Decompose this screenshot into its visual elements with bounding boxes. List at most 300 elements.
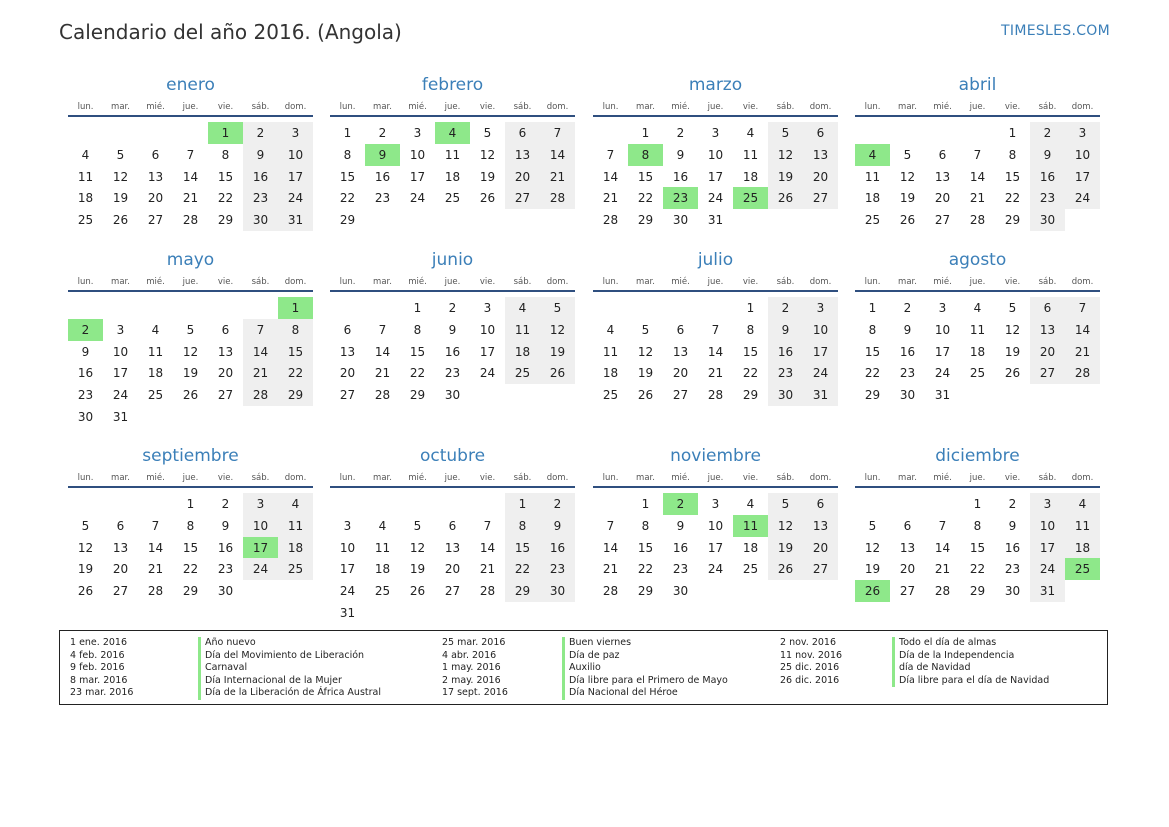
day-cell[interactable]: 28 xyxy=(147,584,164,599)
day-cell[interactable]: 27 xyxy=(1030,362,1065,384)
day-cell[interactable]: 4 xyxy=(151,322,160,337)
day-cell[interactable]: 21 xyxy=(934,562,951,577)
day-cell[interactable]: 2 xyxy=(448,301,457,315)
day-cell[interactable]: 6 xyxy=(938,147,947,162)
day-cell[interactable]: 9 xyxy=(676,518,685,533)
day-cell[interactable]: 11 xyxy=(505,319,540,341)
day-cell[interactable]: 21 xyxy=(182,191,199,206)
holiday-day-cell[interactable]: 11 xyxy=(733,515,768,537)
day-cell[interactable]: 28 xyxy=(707,388,724,403)
day-cell[interactable]: 9 xyxy=(1030,144,1065,166)
day-cell[interactable]: 15 xyxy=(339,169,356,184)
day-cell[interactable]: 2 xyxy=(540,493,575,515)
day-cell[interactable]: 9 xyxy=(243,144,278,166)
day-cell[interactable]: 8 xyxy=(505,515,540,537)
day-cell[interactable]: 1 xyxy=(746,301,755,315)
day-cell[interactable]: 1 xyxy=(343,126,352,140)
day-cell[interactable]: 15 xyxy=(278,341,313,363)
day-cell[interactable]: 28 xyxy=(1065,362,1100,384)
day-cell[interactable]: 27 xyxy=(934,213,951,228)
day-cell[interactable]: 27 xyxy=(899,584,916,599)
day-cell[interactable]: 17 xyxy=(339,562,356,577)
day-cell[interactable]: 8 xyxy=(868,322,877,337)
day-cell[interactable]: 18 xyxy=(602,366,619,381)
day-cell[interactable]: 20 xyxy=(1030,341,1065,363)
day-cell[interactable]: 29 xyxy=(409,388,426,403)
day-cell[interactable]: 23 xyxy=(1004,562,1021,577)
day-cell[interactable]: 3 xyxy=(938,301,947,315)
day-cell[interactable]: 28 xyxy=(540,187,575,209)
holiday-day-cell[interactable]: 23 xyxy=(663,187,698,209)
day-cell[interactable]: 21 xyxy=(969,191,986,206)
day-cell[interactable]: 14 xyxy=(147,540,164,555)
day-cell[interactable]: 28 xyxy=(182,213,199,228)
holiday-day-cell[interactable]: 26 xyxy=(855,580,890,602)
day-cell[interactable]: 22 xyxy=(409,366,426,381)
day-cell[interactable]: 20 xyxy=(112,562,129,577)
holiday-day-cell[interactable]: 1 xyxy=(208,122,243,144)
day-cell[interactable]: 24 xyxy=(409,191,426,206)
day-cell[interactable]: 28 xyxy=(602,213,619,228)
day-cell[interactable]: 13 xyxy=(803,515,838,537)
day-cell[interactable]: 26 xyxy=(182,388,199,403)
day-cell[interactable]: 3 xyxy=(243,493,278,515)
day-cell[interactable]: 14 xyxy=(182,169,199,184)
day-cell[interactable]: 18 xyxy=(742,540,759,555)
day-cell[interactable]: 22 xyxy=(742,366,759,381)
day-cell[interactable]: 26 xyxy=(899,213,916,228)
day-cell[interactable]: 11 xyxy=(444,147,461,162)
day-cell[interactable]: 3 xyxy=(483,301,492,315)
day-cell[interactable]: 25 xyxy=(742,562,759,577)
day-cell[interactable]: 5 xyxy=(81,518,90,533)
day-cell[interactable]: 23 xyxy=(672,562,689,577)
day-cell[interactable]: 21 xyxy=(602,191,619,206)
day-cell[interactable]: 27 xyxy=(217,388,234,403)
day-cell[interactable]: 10 xyxy=(409,147,426,162)
day-cell[interactable]: 5 xyxy=(768,122,803,144)
day-cell[interactable]: 21 xyxy=(540,166,575,188)
day-cell[interactable]: 20 xyxy=(672,366,689,381)
day-cell[interactable]: 16 xyxy=(768,341,803,363)
day-cell[interactable]: 18 xyxy=(77,191,94,206)
day-cell[interactable]: 21 xyxy=(147,562,164,577)
day-cell[interactable]: 29 xyxy=(217,213,234,228)
day-cell[interactable]: 25 xyxy=(77,213,94,228)
day-cell[interactable]: 7 xyxy=(711,322,720,337)
day-cell[interactable]: 6 xyxy=(343,322,352,337)
day-cell[interactable]: 24 xyxy=(1065,187,1100,209)
day-cell[interactable]: 14 xyxy=(602,540,619,555)
day-cell[interactable]: 23 xyxy=(77,388,94,403)
day-cell[interactable]: 30 xyxy=(243,209,278,231)
day-cell[interactable]: 14 xyxy=(934,540,951,555)
day-cell[interactable]: 10 xyxy=(278,144,313,166)
holiday-day-cell[interactable]: 9 xyxy=(365,144,400,166)
day-cell[interactable]: 4 xyxy=(746,126,755,140)
day-cell[interactable]: 4 xyxy=(1065,493,1100,515)
day-cell[interactable]: 2 xyxy=(903,301,912,315)
day-cell[interactable]: 13 xyxy=(1030,319,1065,341)
day-cell[interactable]: 19 xyxy=(637,366,654,381)
day-cell[interactable]: 10 xyxy=(803,319,838,341)
day-cell[interactable]: 12 xyxy=(899,169,916,184)
day-cell[interactable]: 16 xyxy=(1004,540,1021,555)
day-cell[interactable]: 21 xyxy=(602,562,619,577)
day-cell[interactable]: 5 xyxy=(641,322,650,337)
day-cell[interactable]: 13 xyxy=(672,344,689,359)
day-cell[interactable]: 17 xyxy=(1065,166,1100,188)
day-cell[interactable]: 7 xyxy=(186,147,195,162)
day-cell[interactable]: 22 xyxy=(637,562,654,577)
day-cell[interactable]: 16 xyxy=(243,166,278,188)
day-cell[interactable]: 26 xyxy=(637,388,654,403)
day-cell[interactable]: 15 xyxy=(1004,169,1021,184)
day-cell[interactable]: 2 xyxy=(221,497,230,511)
day-cell[interactable]: 2 xyxy=(243,122,278,144)
day-cell[interactable]: 6 xyxy=(116,518,125,533)
day-cell[interactable]: 12 xyxy=(637,344,654,359)
day-cell[interactable]: 26 xyxy=(77,584,94,599)
day-cell[interactable]: 2 xyxy=(676,126,685,140)
day-cell[interactable]: 29 xyxy=(742,388,759,403)
day-cell[interactable]: 23 xyxy=(217,562,234,577)
day-cell[interactable]: 12 xyxy=(409,540,426,555)
day-cell[interactable]: 8 xyxy=(278,319,313,341)
day-cell[interactable]: 4 xyxy=(746,497,755,511)
day-cell[interactable]: 2 xyxy=(768,297,803,319)
day-cell[interactable]: 9 xyxy=(1008,518,1017,533)
day-cell[interactable]: 22 xyxy=(182,562,199,577)
day-cell[interactable]: 27 xyxy=(505,187,540,209)
day-cell[interactable]: 19 xyxy=(540,341,575,363)
day-cell[interactable]: 24 xyxy=(278,187,313,209)
day-cell[interactable]: 6 xyxy=(1030,297,1065,319)
holiday-day-cell[interactable]: 25 xyxy=(733,187,768,209)
day-cell[interactable]: 23 xyxy=(540,558,575,580)
day-cell[interactable]: 4 xyxy=(606,322,615,337)
day-cell[interactable]: 13 xyxy=(803,144,838,166)
day-cell[interactable]: 8 xyxy=(343,147,352,162)
day-cell[interactable]: 18 xyxy=(374,562,391,577)
day-cell[interactable]: 27 xyxy=(672,388,689,403)
day-cell[interactable]: 9 xyxy=(676,147,685,162)
day-cell[interactable]: 20 xyxy=(217,366,234,381)
day-cell[interactable]: 6 xyxy=(221,322,230,337)
day-cell[interactable]: 17 xyxy=(707,540,724,555)
day-cell[interactable]: 27 xyxy=(444,584,461,599)
day-cell[interactable]: 28 xyxy=(934,584,951,599)
day-cell[interactable]: 2 xyxy=(1030,122,1065,144)
day-cell[interactable]: 3 xyxy=(711,497,720,511)
day-cell[interactable]: 31 xyxy=(112,410,129,424)
day-cell[interactable]: 7 xyxy=(973,147,982,162)
day-cell[interactable]: 29 xyxy=(864,388,881,403)
day-cell[interactable]: 30 xyxy=(77,410,94,424)
day-cell[interactable]: 3 xyxy=(278,122,313,144)
day-cell[interactable]: 21 xyxy=(243,362,278,384)
day-cell[interactable]: 1 xyxy=(641,126,650,140)
day-cell[interactable]: 12 xyxy=(182,344,199,359)
day-cell[interactable]: 8 xyxy=(413,322,422,337)
day-cell[interactable]: 28 xyxy=(243,384,278,406)
day-cell[interactable]: 5 xyxy=(483,126,492,140)
day-cell[interactable]: 16 xyxy=(374,169,391,184)
day-cell[interactable]: 20 xyxy=(339,366,356,381)
day-cell[interactable]: 18 xyxy=(1065,537,1100,559)
day-cell[interactable]: 3 xyxy=(343,518,352,533)
day-cell[interactable]: 14 xyxy=(602,169,619,184)
day-cell[interactable]: 30 xyxy=(899,388,916,403)
day-cell[interactable]: 17 xyxy=(112,366,129,381)
day-cell[interactable]: 24 xyxy=(112,388,129,403)
day-cell[interactable]: 19 xyxy=(479,169,496,184)
day-cell[interactable]: 20 xyxy=(934,191,951,206)
day-cell[interactable]: 23 xyxy=(243,187,278,209)
day-cell[interactable]: 29 xyxy=(1004,213,1021,228)
day-cell[interactable]: 21 xyxy=(374,366,391,381)
day-cell[interactable]: 23 xyxy=(899,366,916,381)
day-cell[interactable]: 19 xyxy=(77,562,94,577)
day-cell[interactable]: 19 xyxy=(182,366,199,381)
day-cell[interactable]: 23 xyxy=(444,366,461,381)
day-cell[interactable]: 18 xyxy=(742,169,759,184)
day-cell[interactable]: 3 xyxy=(413,126,422,140)
day-cell[interactable]: 22 xyxy=(864,366,881,381)
day-cell[interactable]: 12 xyxy=(1004,322,1021,337)
day-cell[interactable]: 13 xyxy=(444,540,461,555)
day-cell[interactable]: 20 xyxy=(444,562,461,577)
day-cell[interactable]: 15 xyxy=(505,537,540,559)
day-cell[interactable]: 19 xyxy=(864,562,881,577)
holiday-day-cell[interactable]: 2 xyxy=(68,319,103,341)
day-cell[interactable]: 17 xyxy=(707,169,724,184)
day-cell[interactable]: 9 xyxy=(903,322,912,337)
holiday-day-cell[interactable]: 4 xyxy=(855,144,890,166)
day-cell[interactable]: 27 xyxy=(147,213,164,228)
day-cell[interactable]: 16 xyxy=(1030,166,1065,188)
day-cell[interactable]: 17 xyxy=(278,166,313,188)
day-cell[interactable]: 24 xyxy=(479,366,496,381)
day-cell[interactable]: 15 xyxy=(182,540,199,555)
day-cell[interactable]: 24 xyxy=(707,562,724,577)
day-cell[interactable]: 17 xyxy=(1030,537,1065,559)
day-cell[interactable]: 31 xyxy=(934,388,951,403)
holiday-day-cell[interactable]: 25 xyxy=(1065,558,1100,580)
day-cell[interactable]: 9 xyxy=(448,322,457,337)
day-cell[interactable]: 4 xyxy=(505,297,540,319)
day-cell[interactable]: 19 xyxy=(768,166,803,188)
day-cell[interactable]: 2 xyxy=(1008,497,1017,511)
day-cell[interactable]: 13 xyxy=(339,344,356,359)
day-cell[interactable]: 12 xyxy=(540,319,575,341)
day-cell[interactable]: 26 xyxy=(1004,366,1021,381)
day-cell[interactable]: 22 xyxy=(217,191,234,206)
day-cell[interactable]: 16 xyxy=(672,540,689,555)
day-cell[interactable]: 12 xyxy=(112,169,129,184)
day-cell[interactable]: 15 xyxy=(969,540,986,555)
day-cell[interactable]: 29 xyxy=(637,584,654,599)
day-cell[interactable]: 24 xyxy=(339,584,356,599)
day-cell[interactable]: 7 xyxy=(1065,297,1100,319)
day-cell[interactable]: 23 xyxy=(1030,187,1065,209)
day-cell[interactable]: 13 xyxy=(217,344,234,359)
day-cell[interactable]: 16 xyxy=(540,537,575,559)
day-cell[interactable]: 15 xyxy=(409,344,426,359)
day-cell[interactable]: 6 xyxy=(803,122,838,144)
day-cell[interactable]: 22 xyxy=(505,558,540,580)
day-cell[interactable]: 25 xyxy=(505,362,540,384)
day-cell[interactable]: 20 xyxy=(899,562,916,577)
day-cell[interactable]: 28 xyxy=(602,584,619,599)
day-cell[interactable]: 9 xyxy=(81,344,90,359)
day-cell[interactable]: 6 xyxy=(903,518,912,533)
day-cell[interactable]: 10 xyxy=(243,515,278,537)
holiday-day-cell[interactable]: 8 xyxy=(628,144,663,166)
day-cell[interactable]: 28 xyxy=(374,388,391,403)
day-cell[interactable]: 1 xyxy=(505,493,540,515)
day-cell[interactable]: 18 xyxy=(864,191,881,206)
day-cell[interactable]: 2 xyxy=(378,126,387,140)
day-cell[interactable]: 1 xyxy=(186,497,195,511)
day-cell[interactable]: 16 xyxy=(899,344,916,359)
day-cell[interactable]: 25 xyxy=(444,191,461,206)
day-cell[interactable]: 26 xyxy=(540,362,575,384)
day-cell[interactable]: 18 xyxy=(505,341,540,363)
day-cell[interactable]: 27 xyxy=(803,187,838,209)
day-cell[interactable]: 14 xyxy=(707,344,724,359)
day-cell[interactable]: 31 xyxy=(803,384,838,406)
day-cell[interactable]: 5 xyxy=(116,147,125,162)
day-cell[interactable]: 10 xyxy=(707,518,724,533)
day-cell[interactable]: 18 xyxy=(444,169,461,184)
day-cell[interactable]: 29 xyxy=(182,584,199,599)
day-cell[interactable]: 7 xyxy=(606,518,615,533)
day-cell[interactable]: 30 xyxy=(768,384,803,406)
day-cell[interactable]: 10 xyxy=(1030,515,1065,537)
day-cell[interactable]: 5 xyxy=(768,493,803,515)
day-cell[interactable]: 10 xyxy=(479,322,496,337)
day-cell[interactable]: 29 xyxy=(339,213,356,228)
day-cell[interactable]: 29 xyxy=(969,584,986,599)
day-cell[interactable]: 13 xyxy=(112,540,129,555)
day-cell[interactable]: 11 xyxy=(278,515,313,537)
day-cell[interactable]: 23 xyxy=(374,191,391,206)
day-cell[interactable]: 30 xyxy=(1004,584,1021,599)
day-cell[interactable]: 22 xyxy=(969,562,986,577)
day-cell[interactable]: 10 xyxy=(1065,144,1100,166)
day-cell[interactable]: 16 xyxy=(77,366,94,381)
day-cell[interactable]: 25 xyxy=(278,558,313,580)
day-cell[interactable]: 19 xyxy=(409,562,426,577)
day-cell[interactable]: 17 xyxy=(934,344,951,359)
day-cell[interactable]: 11 xyxy=(602,344,619,359)
day-cell[interactable]: 15 xyxy=(864,344,881,359)
day-cell[interactable]: 13 xyxy=(147,169,164,184)
day-cell[interactable]: 15 xyxy=(637,169,654,184)
day-cell[interactable]: 3 xyxy=(116,322,125,337)
day-cell[interactable]: 14 xyxy=(969,169,986,184)
day-cell[interactable]: 26 xyxy=(409,584,426,599)
day-cell[interactable]: 5 xyxy=(868,518,877,533)
day-cell[interactable]: 4 xyxy=(278,493,313,515)
day-cell[interactable]: 5 xyxy=(413,518,422,533)
brand-link[interactable]: TIMESLES.COM xyxy=(1001,23,1110,39)
day-cell[interactable]: 30 xyxy=(444,388,461,403)
day-cell[interactable]: 13 xyxy=(899,540,916,555)
day-cell[interactable]: 31 xyxy=(1030,580,1065,602)
day-cell[interactable]: 3 xyxy=(1030,493,1065,515)
day-cell[interactable]: 7 xyxy=(540,122,575,144)
day-cell[interactable]: 12 xyxy=(768,144,803,166)
day-cell[interactable]: 5 xyxy=(540,297,575,319)
day-cell[interactable]: 18 xyxy=(969,344,986,359)
day-cell[interactable]: 25 xyxy=(147,388,164,403)
day-cell[interactable]: 7 xyxy=(243,319,278,341)
day-cell[interactable]: 7 xyxy=(938,518,947,533)
day-cell[interactable]: 11 xyxy=(374,540,391,555)
day-cell[interactable]: 8 xyxy=(186,518,195,533)
day-cell[interactable]: 24 xyxy=(243,558,278,580)
day-cell[interactable]: 24 xyxy=(934,366,951,381)
day-cell[interactable]: 9 xyxy=(540,515,575,537)
day-cell[interactable]: 31 xyxy=(339,606,356,620)
day-cell[interactable]: 12 xyxy=(768,515,803,537)
day-cell[interactable]: 1 xyxy=(973,497,982,511)
day-cell[interactable]: 13 xyxy=(934,169,951,184)
day-cell[interactable]: 15 xyxy=(217,169,234,184)
day-cell[interactable]: 8 xyxy=(746,322,755,337)
day-cell[interactable]: 12 xyxy=(864,540,881,555)
day-cell[interactable]: 7 xyxy=(483,518,492,533)
day-cell[interactable]: 29 xyxy=(505,580,540,602)
day-cell[interactable]: 10 xyxy=(934,322,951,337)
day-cell[interactable]: 1 xyxy=(868,301,877,315)
day-cell[interactable]: 11 xyxy=(77,169,94,184)
day-cell[interactable]: 28 xyxy=(969,213,986,228)
day-cell[interactable]: 7 xyxy=(151,518,160,533)
day-cell[interactable]: 12 xyxy=(479,147,496,162)
day-cell[interactable]: 15 xyxy=(742,344,759,359)
day-cell[interactable]: 14 xyxy=(479,540,496,555)
day-cell[interactable]: 21 xyxy=(479,562,496,577)
day-cell[interactable]: 18 xyxy=(278,537,313,559)
day-cell[interactable]: 7 xyxy=(378,322,387,337)
day-cell[interactable]: 11 xyxy=(742,147,759,162)
day-cell[interactable]: 22 xyxy=(637,191,654,206)
day-cell[interactable]: 10 xyxy=(707,147,724,162)
day-cell[interactable]: 13 xyxy=(505,144,540,166)
day-cell[interactable]: 6 xyxy=(151,147,160,162)
day-cell[interactable]: 24 xyxy=(803,362,838,384)
day-cell[interactable]: 17 xyxy=(479,344,496,359)
day-cell[interactable]: 30 xyxy=(217,584,234,599)
holiday-day-cell[interactable]: 17 xyxy=(243,537,278,559)
day-cell[interactable]: 27 xyxy=(339,388,356,403)
day-cell[interactable]: 14 xyxy=(243,341,278,363)
day-cell[interactable]: 1 xyxy=(1008,126,1017,140)
day-cell[interactable]: 10 xyxy=(112,344,129,359)
day-cell[interactable]: 16 xyxy=(444,344,461,359)
day-cell[interactable]: 9 xyxy=(768,319,803,341)
day-cell[interactable]: 4 xyxy=(81,147,90,162)
day-cell[interactable]: 31 xyxy=(278,209,313,231)
day-cell[interactable]: 6 xyxy=(676,322,685,337)
day-cell[interactable]: 4 xyxy=(973,301,982,315)
day-cell[interactable]: 26 xyxy=(768,558,803,580)
day-cell[interactable]: 24 xyxy=(707,191,724,206)
day-cell[interactable]: 11 xyxy=(969,322,986,337)
